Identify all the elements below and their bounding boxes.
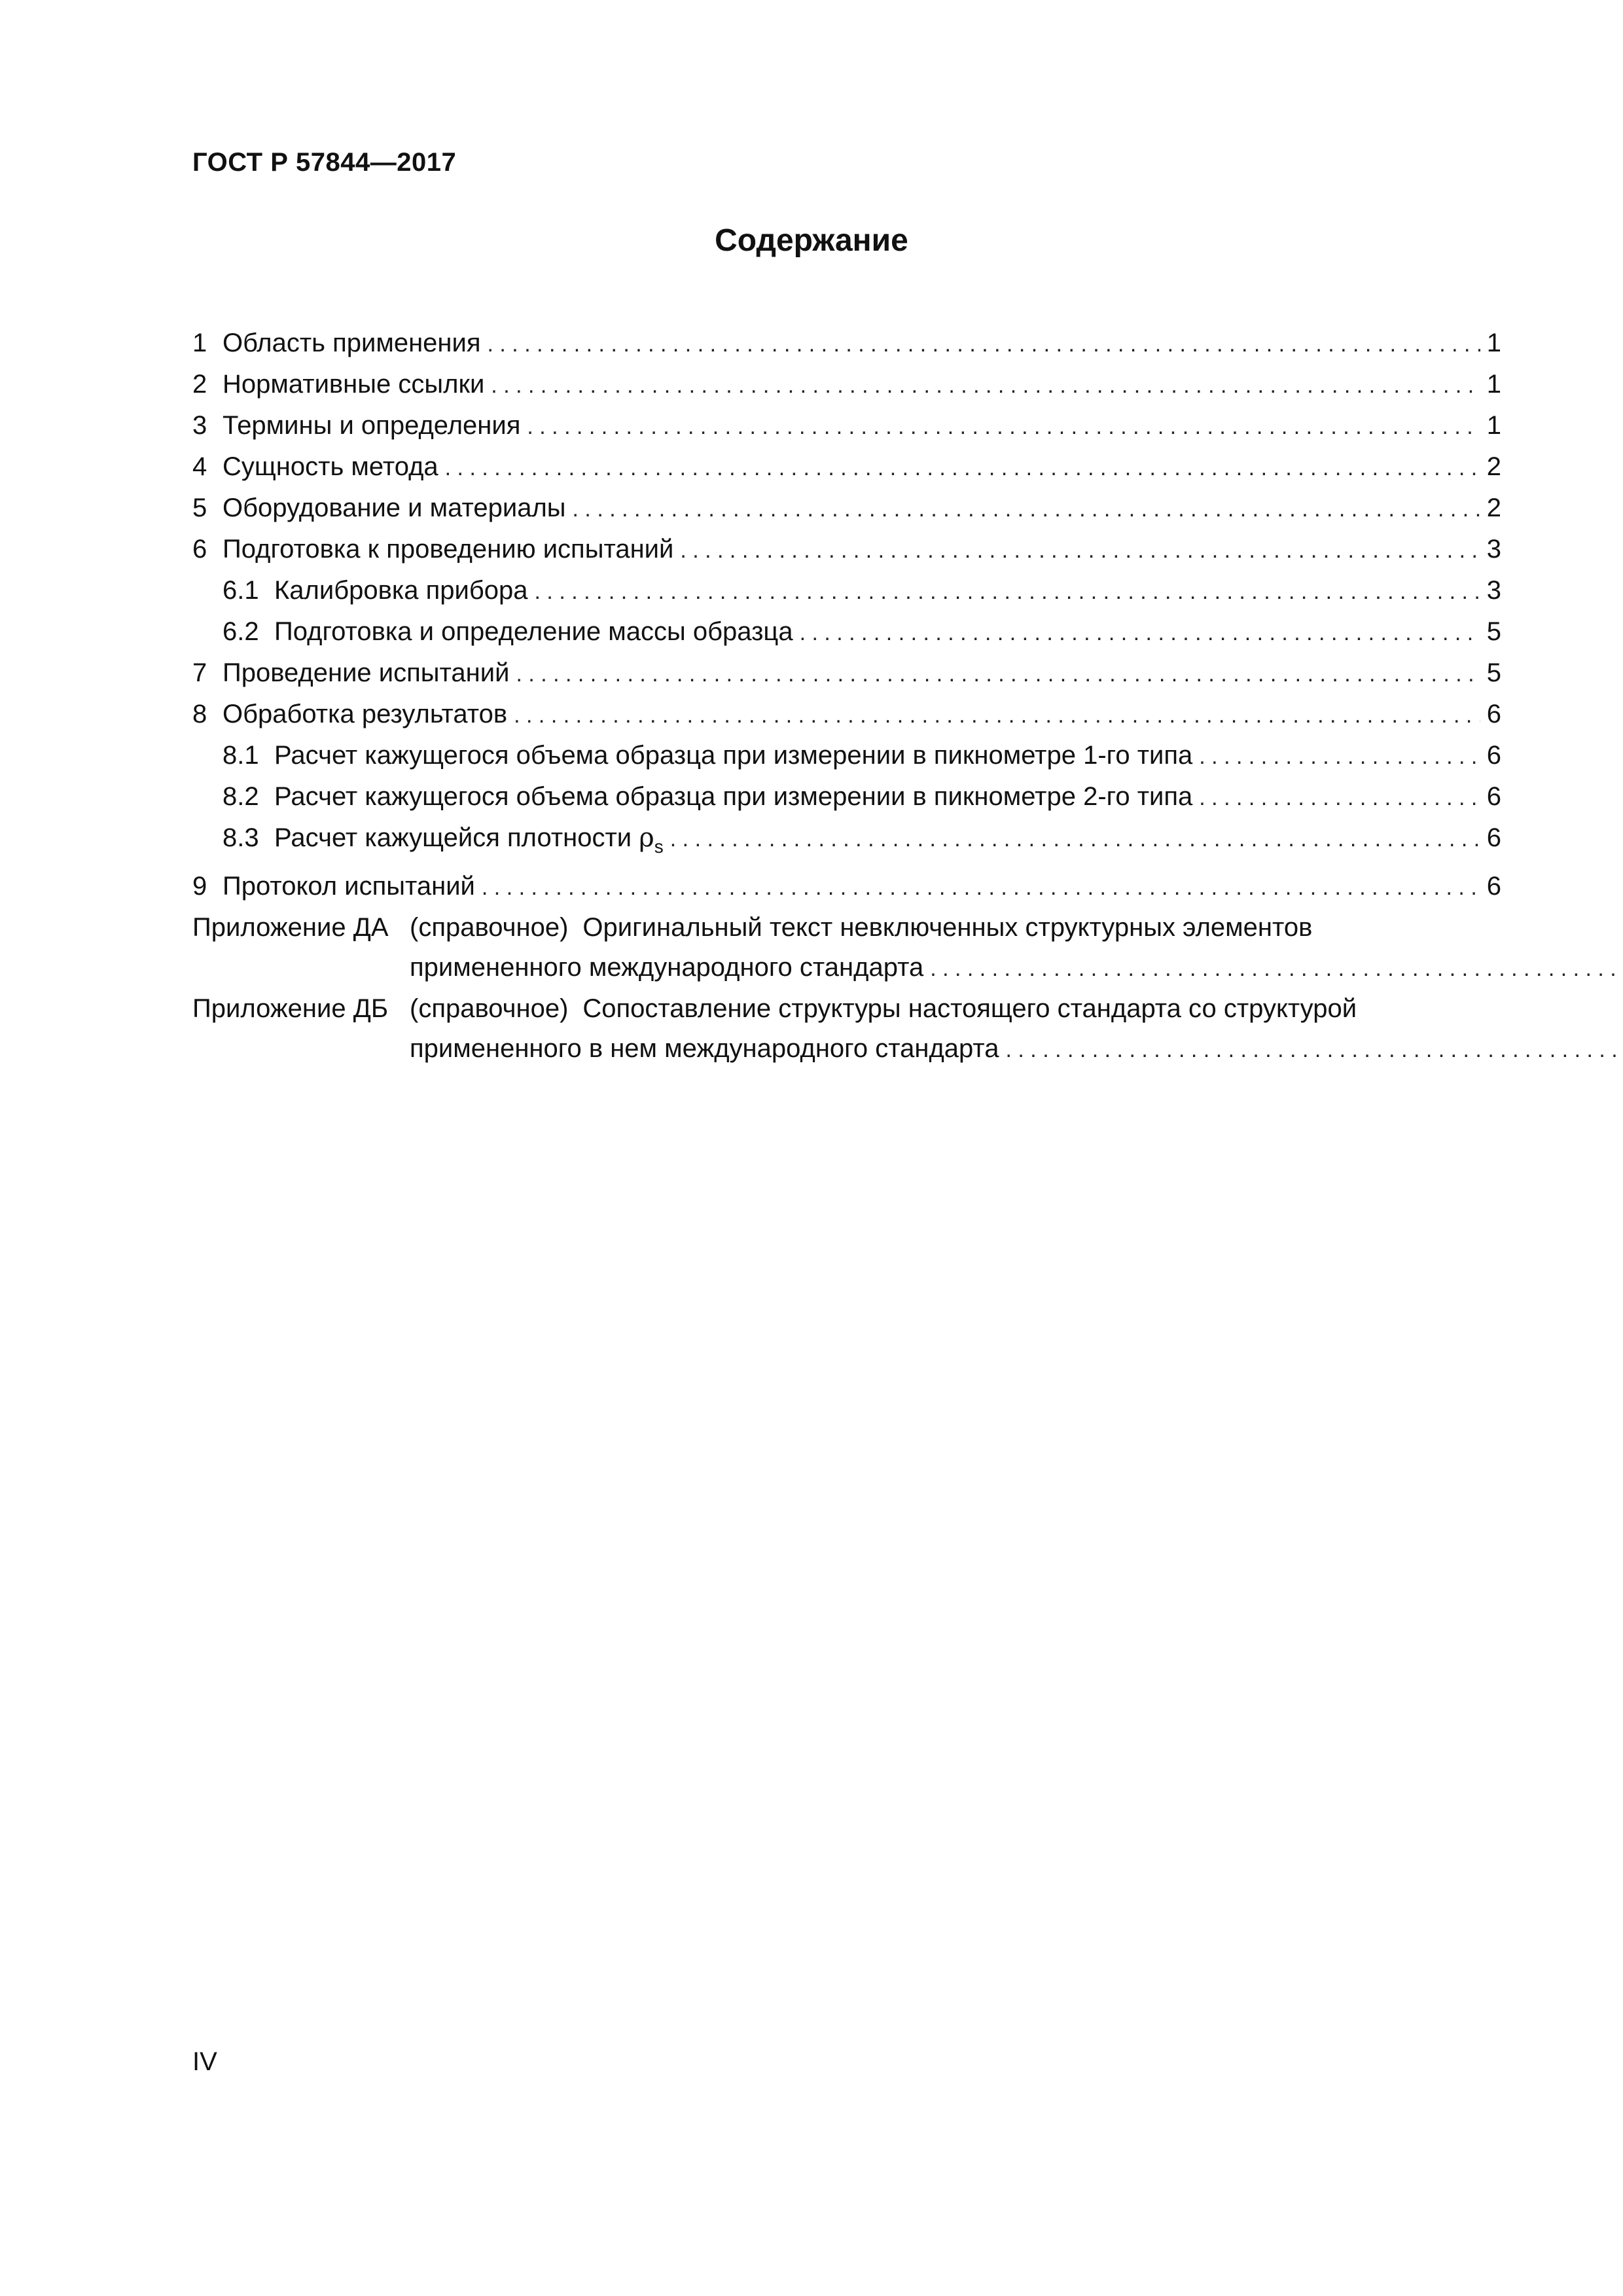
toc-entry-page: 1 (1486, 370, 1501, 399)
appendix-line-1 (410, 989, 1623, 1029)
appendix-line-2 (410, 948, 1623, 989)
toc-entry-6[interactable] (192, 529, 1501, 571)
toc-entry-label: Область применения (223, 329, 481, 357)
toc-entry-8-1[interactable] (192, 736, 1501, 777)
density-symbol (639, 823, 664, 857)
toc-entry-number: 4 (192, 452, 207, 481)
toc-entry-label-text: Расчет кажущейся плотности (274, 823, 632, 852)
toc-entry-page: 2 (1486, 452, 1501, 481)
toc-entry-number: 1 (192, 329, 207, 357)
toc-entry-5[interactable] (192, 488, 1501, 529)
dot-leader (800, 613, 1480, 653)
toc-entry-8-3[interactable] (192, 818, 1501, 867)
toc-entry-9[interactable] (192, 867, 1501, 908)
toc-entry-4[interactable] (192, 447, 1501, 488)
toc-entry-page: 6 (1486, 823, 1501, 852)
toc-entry-label: Протокол испытаний (223, 872, 475, 901)
toc-entry-label: Нормативные ссылки (223, 370, 485, 399)
toc-entry-page: 1 (1486, 329, 1501, 357)
toc-entry-label: Сущность метода (223, 452, 438, 481)
appendix-body (410, 989, 1623, 1070)
appendix-body (410, 908, 1623, 989)
toc-entry-1[interactable] (192, 323, 1501, 365)
toc-entry-label: Подготовка и определение массы образца (274, 617, 793, 646)
toc-entry-number: 5 (192, 493, 207, 522)
toc-appendix-db[interactable] (192, 989, 1501, 1070)
toc-entry-page: 3 (1486, 576, 1501, 605)
dot-leader (488, 325, 1480, 365)
toc-entry-page: 3 (1486, 535, 1501, 564)
appendix-title-line-2: примененного в нем международного стандарта (410, 1034, 999, 1063)
toc-entry-7[interactable] (192, 653, 1501, 694)
toc-entry-label: Расчет кажущегося объема образца при измерении в пикнометре 2-го типа (274, 782, 1193, 811)
toc-entry-number: 8 (192, 700, 207, 728)
toc-entry-number: 9 (192, 872, 207, 901)
appendix-title-line-2: примененного международного стандарта (410, 953, 924, 982)
dot-leader (535, 572, 1480, 612)
toc-entry-page: 1 (1486, 411, 1501, 440)
dot-leader (573, 490, 1480, 529)
toc-entry-label: Термины и определения (223, 411, 521, 440)
dot-leader (514, 696, 1480, 736)
toc-entry-page: 6 (1486, 741, 1501, 770)
dot-leader (527, 407, 1480, 447)
toc-entry-page: 5 (1486, 658, 1501, 687)
toc-entry-8[interactable] (192, 694, 1501, 736)
toc-entry-page: 5 (1486, 617, 1501, 646)
appendix-kind: (справочное) (410, 913, 569, 942)
dot-leader (680, 531, 1480, 571)
toc-entry-page: 6 (1486, 700, 1501, 728)
appendix-line-2 (410, 1029, 1623, 1070)
toc-entry-2[interactable] (192, 365, 1501, 406)
dot-leader (516, 655, 1480, 694)
toc-appendix-da[interactable] (192, 908, 1501, 989)
appendix-title-line-1: Оригинальный текст невключенных структурных элементов (582, 913, 1313, 942)
toc-entry-label (274, 818, 664, 867)
toc-entry-number: 3 (192, 411, 207, 440)
page-number: IV (192, 2047, 217, 2076)
dot-leader (930, 949, 1623, 989)
toc-entry-label: Оборудование и материалы (223, 493, 566, 522)
toc-entry-number: 2 (192, 370, 207, 399)
toc-entry-label: Обработка результатов (223, 700, 508, 728)
toc-entry-page: 6 (1486, 782, 1501, 811)
dot-leader (445, 448, 1480, 488)
density-symbol-subscript: s (654, 836, 664, 857)
toc-entry-number: 8.3 (223, 823, 259, 852)
page-title: Содержание (715, 223, 908, 258)
dot-leader (482, 868, 1480, 908)
toc-entry-number: 6.2 (223, 617, 259, 646)
appendix-name: Приложение ДБ (192, 994, 389, 1023)
density-symbol-rho: ρ (639, 823, 654, 853)
dot-leader (670, 819, 1480, 859)
dot-leader (1006, 1030, 1623, 1070)
table-of-contents (192, 323, 1501, 1070)
toc-entry-3[interactable] (192, 406, 1501, 447)
appendix-title-line-1: Сопоставление структуры настоящего стандарта со структурой (582, 994, 1357, 1023)
toc-entry-number: 8.1 (223, 741, 259, 770)
appendix-name: Приложение ДА (192, 913, 389, 942)
toc-entry-8-2[interactable] (192, 777, 1501, 818)
toc-entry-number: 6 (192, 535, 207, 564)
toc-entry-page: 2 (1486, 493, 1501, 522)
toc-entry-page: 6 (1486, 872, 1501, 901)
appendix-line-1 (410, 908, 1623, 948)
toc-entry-label: Расчет кажущегося объема образца при измерении в пикнометре 1-го типа (274, 741, 1193, 770)
appendix-kind: (справочное) (410, 994, 569, 1023)
toc-entry-label: Калибровка прибора (274, 576, 528, 605)
toc-entry-6-1[interactable] (192, 571, 1501, 612)
toc-entry-6-2[interactable] (192, 612, 1501, 653)
dot-leader (1199, 778, 1480, 818)
toc-entry-number: 8.2 (223, 782, 259, 811)
toc-entry-number: 7 (192, 658, 207, 687)
document-header: ГОСТ Р 57844—2017 (192, 148, 457, 177)
toc-entry-number: 6.1 (223, 576, 259, 605)
toc-entry-label: Проведение испытаний (223, 658, 510, 687)
dot-leader (491, 366, 1480, 406)
dot-leader (1199, 737, 1480, 777)
toc-entry-label: Подготовка к проведению испытаний (223, 535, 674, 564)
